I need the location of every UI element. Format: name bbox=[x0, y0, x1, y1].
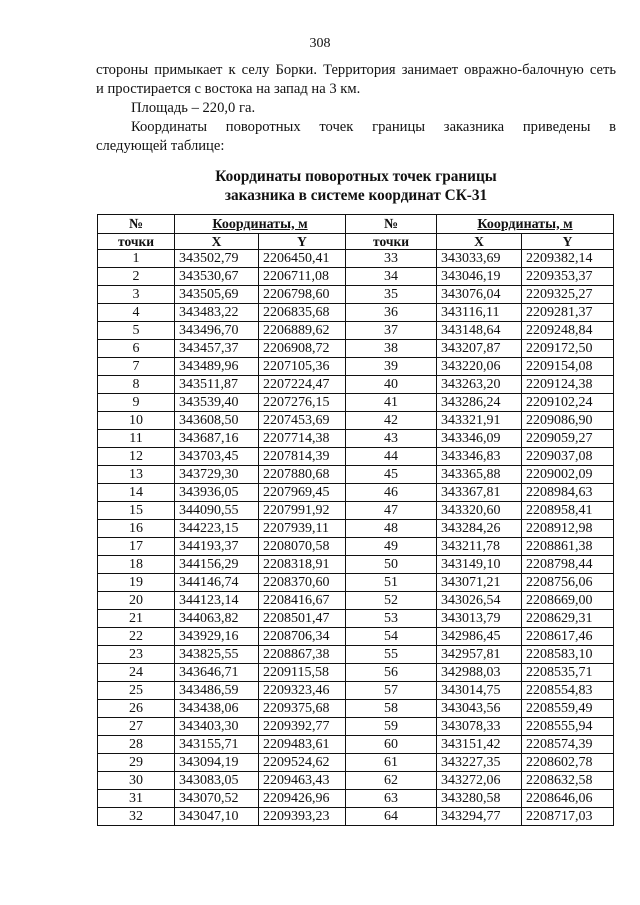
point-number-cell: 26 bbox=[98, 700, 175, 718]
x-coordinate-cell: 343026,54 bbox=[437, 592, 522, 610]
y-header: Y bbox=[259, 234, 346, 250]
x-coordinate-cell: 344223,15 bbox=[175, 520, 259, 538]
table-row bbox=[98, 700, 614, 718]
point-number-cell: 7 bbox=[98, 358, 175, 376]
x-coordinate-cell: 343070,52 bbox=[175, 790, 259, 808]
x-coordinate-cell: 343076,04 bbox=[437, 286, 522, 304]
y-coordinate-cell: 2209281,37 bbox=[522, 304, 614, 322]
y-coordinate-cell: 2208867,38 bbox=[259, 646, 346, 664]
x-header: X bbox=[437, 234, 522, 250]
point-number-cell: 15 bbox=[98, 502, 175, 520]
y-coordinate-cell: 2208574,39 bbox=[522, 736, 614, 754]
point-number-cell: 33 bbox=[346, 250, 437, 268]
table-row bbox=[98, 358, 614, 376]
y-coordinate-cell: 2208318,91 bbox=[259, 556, 346, 574]
y-coordinate-cell: 2207276,15 bbox=[259, 394, 346, 412]
point-number-cell: 42 bbox=[346, 412, 437, 430]
x-coordinate-cell: 344063,82 bbox=[175, 610, 259, 628]
point-number-cell: 55 bbox=[346, 646, 437, 664]
x-coordinate-cell: 343367,81 bbox=[437, 484, 522, 502]
x-coordinate-cell: 343825,55 bbox=[175, 646, 259, 664]
point-number-cell: 39 bbox=[346, 358, 437, 376]
y-coordinate-cell: 2209248,84 bbox=[522, 322, 614, 340]
table-row bbox=[98, 448, 614, 466]
y-coordinate-cell: 2208912,98 bbox=[522, 520, 614, 538]
point-number-cell: 10 bbox=[98, 412, 175, 430]
y-coordinate-cell: 2208559,49 bbox=[522, 700, 614, 718]
point-number-cell: 51 bbox=[346, 574, 437, 592]
x-header: X bbox=[175, 234, 259, 250]
point-number-cell: 8 bbox=[98, 376, 175, 394]
table-row bbox=[98, 772, 614, 790]
y-coordinate-cell: 2209323,46 bbox=[259, 682, 346, 700]
x-coordinate-cell: 344193,37 bbox=[175, 538, 259, 556]
y-coordinate-cell: 2209382,14 bbox=[522, 250, 614, 268]
y-coordinate-cell: 2209375,68 bbox=[259, 700, 346, 718]
point-number-cell: 35 bbox=[346, 286, 437, 304]
table-row bbox=[98, 250, 614, 268]
point-number-cell: 4 bbox=[98, 304, 175, 322]
table-caption-line-2: заказника в системе координат СК-31 bbox=[224, 187, 488, 204]
y-coordinate-cell: 2209325,27 bbox=[522, 286, 614, 304]
table-row bbox=[98, 790, 614, 808]
y-coordinate-cell: 2208861,38 bbox=[522, 538, 614, 556]
point-number-cell: 54 bbox=[346, 628, 437, 646]
point-number-cell: 58 bbox=[346, 700, 437, 718]
y-coordinate-cell: 2209102,24 bbox=[522, 394, 614, 412]
point-number-cell: 2 bbox=[98, 268, 175, 286]
point-number-cell: 24 bbox=[98, 664, 175, 682]
point-number-cell: 49 bbox=[346, 538, 437, 556]
point-number-cell: 61 bbox=[346, 754, 437, 772]
table-row bbox=[98, 628, 614, 646]
x-coordinate-cell: 343294,77 bbox=[437, 808, 522, 826]
point-number-cell: 53 bbox=[346, 610, 437, 628]
x-coordinate-cell: 343043,56 bbox=[437, 700, 522, 718]
x-coordinate-cell: 343608,50 bbox=[175, 412, 259, 430]
point-number-cell: 1 bbox=[98, 250, 175, 268]
area-line: Площадь – 220,0 га. bbox=[131, 100, 256, 116]
table-row bbox=[98, 268, 614, 286]
point-number-cell: 56 bbox=[346, 664, 437, 682]
coordinates-table bbox=[97, 214, 614, 826]
point-number-cell: 14 bbox=[98, 484, 175, 502]
x-coordinate-cell: 343496,70 bbox=[175, 322, 259, 340]
table-row bbox=[98, 718, 614, 736]
point-number-cell: 32 bbox=[98, 808, 175, 826]
table-row bbox=[98, 754, 614, 772]
paragraph-line: Координаты поворотных точек границы заказника приведены в bbox=[131, 119, 616, 135]
y-coordinate-cell: 2208070,58 bbox=[259, 538, 346, 556]
y-coordinate-cell: 2209353,37 bbox=[522, 268, 614, 286]
x-coordinate-cell: 343438,06 bbox=[175, 700, 259, 718]
table-row bbox=[98, 574, 614, 592]
point-number-cell: 9 bbox=[98, 394, 175, 412]
point-number-cell: 29 bbox=[98, 754, 175, 772]
x-coordinate-cell: 343320,60 bbox=[437, 502, 522, 520]
x-coordinate-cell: 343013,79 bbox=[437, 610, 522, 628]
x-coordinate-cell: 343365,88 bbox=[437, 466, 522, 484]
x-coordinate-cell: 343094,19 bbox=[175, 754, 259, 772]
x-coordinate-cell: 343047,10 bbox=[175, 808, 259, 826]
x-coordinate-cell: 342957,81 bbox=[437, 646, 522, 664]
y-coordinate-cell: 2209037,08 bbox=[522, 448, 614, 466]
page-number: 308 bbox=[309, 36, 331, 51]
paragraph-line: и простирается с востока на запад на 3 км. bbox=[96, 81, 361, 97]
x-coordinate-cell: 343272,06 bbox=[437, 772, 522, 790]
y-coordinate-cell: 2209426,96 bbox=[259, 790, 346, 808]
point-number-header: № bbox=[346, 215, 437, 234]
y-coordinate-cell: 2208583,10 bbox=[522, 646, 614, 664]
y-coordinate-cell: 2208535,71 bbox=[522, 664, 614, 682]
table-row bbox=[98, 538, 614, 556]
y-coordinate-cell: 2207991,92 bbox=[259, 502, 346, 520]
table-row bbox=[98, 646, 614, 664]
point-number-cell: 19 bbox=[98, 574, 175, 592]
table-row bbox=[98, 664, 614, 682]
point-number-cell: 38 bbox=[346, 340, 437, 358]
x-coordinate-cell: 343046,19 bbox=[437, 268, 522, 286]
y-coordinate-cell: 2209002,09 bbox=[522, 466, 614, 484]
y-coordinate-cell: 2208554,83 bbox=[522, 682, 614, 700]
y-coordinate-cell: 2207453,69 bbox=[259, 412, 346, 430]
y-coordinate-cell: 2207880,68 bbox=[259, 466, 346, 484]
x-coordinate-cell: 343263,20 bbox=[437, 376, 522, 394]
x-coordinate-cell: 343083,05 bbox=[175, 772, 259, 790]
x-coordinate-cell: 343511,87 bbox=[175, 376, 259, 394]
point-number-cell: 62 bbox=[346, 772, 437, 790]
x-coordinate-cell: 344156,29 bbox=[175, 556, 259, 574]
table-row bbox=[98, 808, 614, 826]
y-coordinate-cell: 2209115,58 bbox=[259, 664, 346, 682]
x-coordinate-cell: 343929,16 bbox=[175, 628, 259, 646]
y-coordinate-cell: 2209154,08 bbox=[522, 358, 614, 376]
x-coordinate-cell: 343078,33 bbox=[437, 718, 522, 736]
points-label: точки bbox=[98, 234, 175, 250]
x-coordinate-cell: 343505,69 bbox=[175, 286, 259, 304]
y-coordinate-cell: 2208632,58 bbox=[522, 772, 614, 790]
point-number-cell: 34 bbox=[346, 268, 437, 286]
y-coordinate-cell: 2208629,31 bbox=[522, 610, 614, 628]
y-coordinate-cell: 2208555,94 bbox=[522, 718, 614, 736]
table-row bbox=[98, 286, 614, 304]
x-coordinate-cell: 343729,30 bbox=[175, 466, 259, 484]
point-number-cell: 25 bbox=[98, 682, 175, 700]
point-number-cell: 17 bbox=[98, 538, 175, 556]
point-number-cell: 52 bbox=[346, 592, 437, 610]
x-coordinate-cell: 343151,42 bbox=[437, 736, 522, 754]
point-number-cell: 30 bbox=[98, 772, 175, 790]
paragraph-line: стороны примыкает к селу Борки. Территория занимает овражно-балочную сеть bbox=[96, 62, 616, 78]
paragraph-line: следующей таблице: bbox=[96, 138, 225, 154]
point-number-cell: 43 bbox=[346, 430, 437, 448]
y-coordinate-cell: 2208416,67 bbox=[259, 592, 346, 610]
point-number-cell: 40 bbox=[346, 376, 437, 394]
coordinates-header: Координаты, м bbox=[437, 215, 614, 234]
y-coordinate-cell: 2209059,27 bbox=[522, 430, 614, 448]
y-coordinate-cell: 2206908,72 bbox=[259, 340, 346, 358]
point-number-cell: 36 bbox=[346, 304, 437, 322]
coordinates-table-wrapper bbox=[97, 214, 614, 826]
table-row bbox=[98, 412, 614, 430]
x-coordinate-cell: 343284,26 bbox=[437, 520, 522, 538]
point-number-cell: 63 bbox=[346, 790, 437, 808]
x-coordinate-cell: 343486,59 bbox=[175, 682, 259, 700]
point-number-cell: 23 bbox=[98, 646, 175, 664]
point-number-cell: 45 bbox=[346, 466, 437, 484]
x-coordinate-cell: 343280,58 bbox=[437, 790, 522, 808]
y-coordinate-cell: 2209524,62 bbox=[259, 754, 346, 772]
x-coordinate-cell: 343539,40 bbox=[175, 394, 259, 412]
y-coordinate-cell: 2208756,06 bbox=[522, 574, 614, 592]
y-coordinate-cell: 2209392,77 bbox=[259, 718, 346, 736]
point-number-cell: 31 bbox=[98, 790, 175, 808]
point-number-cell: 6 bbox=[98, 340, 175, 358]
x-coordinate-cell: 343207,87 bbox=[437, 340, 522, 358]
y-coordinate-cell: 2209463,43 bbox=[259, 772, 346, 790]
point-number-cell: 28 bbox=[98, 736, 175, 754]
y-coordinate-cell: 2209086,90 bbox=[522, 412, 614, 430]
x-coordinate-cell: 343220,06 bbox=[437, 358, 522, 376]
y-coordinate-cell: 2208984,63 bbox=[522, 484, 614, 502]
y-coordinate-cell: 2207939,11 bbox=[259, 520, 346, 538]
table-row bbox=[98, 376, 614, 394]
x-coordinate-cell: 342988,03 bbox=[437, 664, 522, 682]
x-coordinate-cell: 343286,24 bbox=[437, 394, 522, 412]
point-number-cell: 57 bbox=[346, 682, 437, 700]
point-number-cell: 64 bbox=[346, 808, 437, 826]
x-coordinate-cell: 344123,14 bbox=[175, 592, 259, 610]
point-number-cell: 13 bbox=[98, 466, 175, 484]
point-number-cell: 60 bbox=[346, 736, 437, 754]
point-number-cell: 20 bbox=[98, 592, 175, 610]
point-number-cell: 37 bbox=[346, 322, 437, 340]
point-number-cell: 21 bbox=[98, 610, 175, 628]
table-row bbox=[98, 430, 614, 448]
table-row bbox=[98, 610, 614, 628]
table-body bbox=[98, 250, 614, 826]
x-coordinate-cell: 343033,69 bbox=[437, 250, 522, 268]
x-coordinate-cell: 343155,71 bbox=[175, 736, 259, 754]
table-row bbox=[98, 394, 614, 412]
y-coordinate-cell: 2208717,03 bbox=[522, 808, 614, 826]
point-number-cell: 12 bbox=[98, 448, 175, 466]
x-coordinate-cell: 343530,67 bbox=[175, 268, 259, 286]
point-number-cell: 50 bbox=[346, 556, 437, 574]
x-coordinate-cell: 343703,45 bbox=[175, 448, 259, 466]
x-coordinate-cell: 343211,78 bbox=[437, 538, 522, 556]
point-number-cell: 27 bbox=[98, 718, 175, 736]
y-coordinate-cell: 2207969,45 bbox=[259, 484, 346, 502]
y-coordinate-cell: 2207224,47 bbox=[259, 376, 346, 394]
y-coordinate-cell: 2206835,68 bbox=[259, 304, 346, 322]
y-coordinate-cell: 2208958,41 bbox=[522, 502, 614, 520]
point-number-cell: 48 bbox=[346, 520, 437, 538]
table-row bbox=[98, 304, 614, 322]
table-row bbox=[98, 556, 614, 574]
y-coordinate-cell: 2208706,34 bbox=[259, 628, 346, 646]
y-coordinate-cell: 2206798,60 bbox=[259, 286, 346, 304]
x-coordinate-cell: 343071,21 bbox=[437, 574, 522, 592]
x-coordinate-cell: 344090,55 bbox=[175, 502, 259, 520]
table-row bbox=[98, 682, 614, 700]
y-coordinate-cell: 2208798,44 bbox=[522, 556, 614, 574]
y-coordinate-cell: 2208669,00 bbox=[522, 592, 614, 610]
x-coordinate-cell: 343116,11 bbox=[437, 304, 522, 322]
x-coordinate-cell: 343149,10 bbox=[437, 556, 522, 574]
point-number-cell: 5 bbox=[98, 322, 175, 340]
x-coordinate-cell: 343687,16 bbox=[175, 430, 259, 448]
table-header-row bbox=[98, 215, 614, 234]
point-number-cell: 11 bbox=[98, 430, 175, 448]
point-number-header: № bbox=[98, 215, 175, 234]
y-coordinate-cell: 2208370,60 bbox=[259, 574, 346, 592]
x-coordinate-cell: 343483,22 bbox=[175, 304, 259, 322]
x-coordinate-cell: 343502,79 bbox=[175, 250, 259, 268]
point-number-cell: 44 bbox=[346, 448, 437, 466]
x-coordinate-cell: 343646,71 bbox=[175, 664, 259, 682]
table-row bbox=[98, 322, 614, 340]
x-coordinate-cell: 342986,45 bbox=[437, 628, 522, 646]
x-coordinate-cell: 344146,74 bbox=[175, 574, 259, 592]
y-coordinate-cell: 2208646,06 bbox=[522, 790, 614, 808]
y-coordinate-cell: 2209393,23 bbox=[259, 808, 346, 826]
coordinates-header: Координаты, м bbox=[175, 215, 346, 234]
table-row bbox=[98, 484, 614, 502]
point-number-cell: 41 bbox=[346, 394, 437, 412]
y-coordinate-cell: 2208501,47 bbox=[259, 610, 346, 628]
table-row bbox=[98, 466, 614, 484]
table-row bbox=[98, 520, 614, 538]
y-coordinate-cell: 2208617,46 bbox=[522, 628, 614, 646]
point-number-cell: 18 bbox=[98, 556, 175, 574]
x-coordinate-cell: 343457,37 bbox=[175, 340, 259, 358]
point-number-cell: 46 bbox=[346, 484, 437, 502]
y-coordinate-cell: 2206450,41 bbox=[259, 250, 346, 268]
y-coordinate-cell: 2206711,08 bbox=[259, 268, 346, 286]
y-coordinate-cell: 2207105,36 bbox=[259, 358, 346, 376]
x-coordinate-cell: 343346,09 bbox=[437, 430, 522, 448]
x-coordinate-cell: 343014,75 bbox=[437, 682, 522, 700]
x-coordinate-cell: 343321,91 bbox=[437, 412, 522, 430]
y-coordinate-cell: 2207714,38 bbox=[259, 430, 346, 448]
point-number-cell: 59 bbox=[346, 718, 437, 736]
y-coordinate-cell: 2209483,61 bbox=[259, 736, 346, 754]
x-coordinate-cell: 343148,64 bbox=[437, 322, 522, 340]
table-row bbox=[98, 340, 614, 358]
table-subheader-row bbox=[98, 234, 614, 250]
body-text bbox=[96, 61, 616, 156]
y-header: Y bbox=[522, 234, 614, 250]
y-coordinate-cell: 2209172,50 bbox=[522, 340, 614, 358]
y-coordinate-cell: 2207814,39 bbox=[259, 448, 346, 466]
point-number-cell: 16 bbox=[98, 520, 175, 538]
points-label: точки bbox=[346, 234, 437, 250]
x-coordinate-cell: 343403,30 bbox=[175, 718, 259, 736]
table-row bbox=[98, 592, 614, 610]
y-coordinate-cell: 2208602,78 bbox=[522, 754, 614, 772]
table-row bbox=[98, 502, 614, 520]
point-number-cell: 22 bbox=[98, 628, 175, 646]
point-number-cell: 3 bbox=[98, 286, 175, 304]
x-coordinate-cell: 343227,35 bbox=[437, 754, 522, 772]
x-coordinate-cell: 343489,96 bbox=[175, 358, 259, 376]
table-caption-line-1: Координаты поворотных точек границы bbox=[215, 168, 497, 185]
x-coordinate-cell: 343936,05 bbox=[175, 484, 259, 502]
point-number-cell: 47 bbox=[346, 502, 437, 520]
x-coordinate-cell: 343346,83 bbox=[437, 448, 522, 466]
table-caption bbox=[96, 167, 616, 205]
y-coordinate-cell: 2206889,62 bbox=[259, 322, 346, 340]
y-coordinate-cell: 2209124,38 bbox=[522, 376, 614, 394]
table-row bbox=[98, 736, 614, 754]
